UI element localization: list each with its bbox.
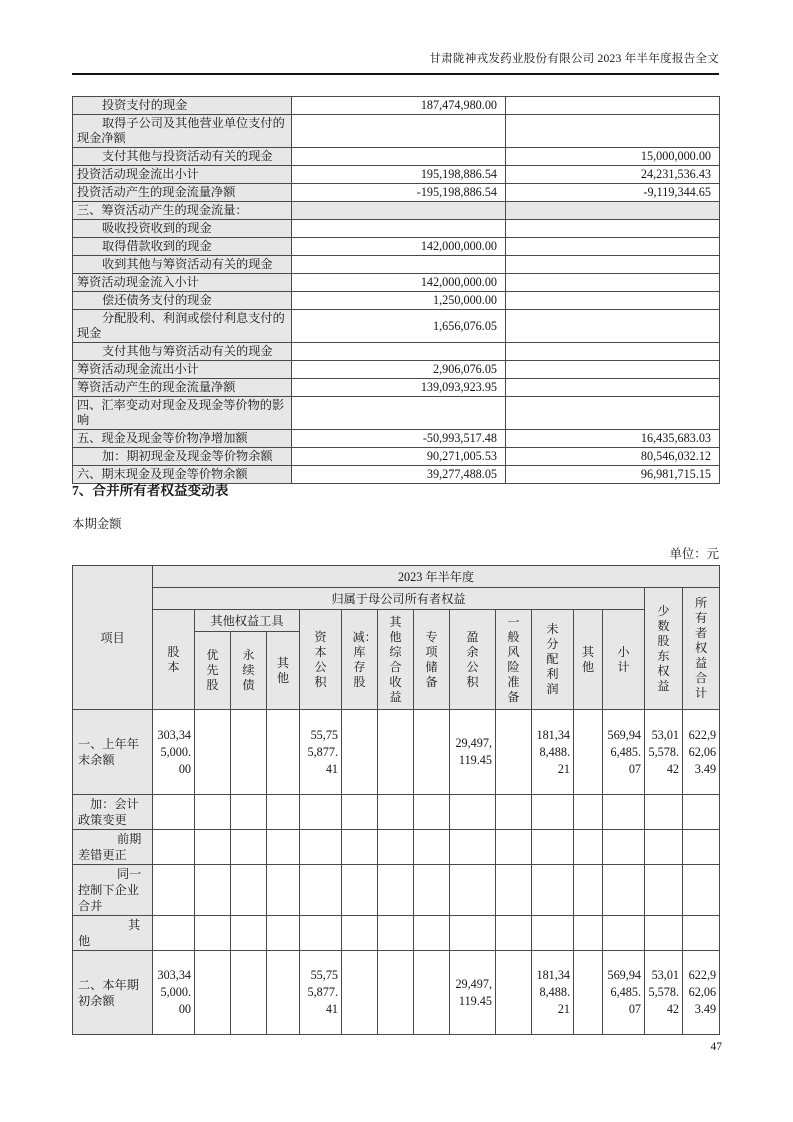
value-cell [496, 830, 532, 865]
col-header-item: 项目 [73, 566, 153, 710]
value-cell [153, 795, 195, 830]
row-label: 分配股利、利润或偿付利息支付的现金 [73, 310, 292, 343]
equity-header-row-groups [73, 610, 720, 632]
value-cell [195, 951, 231, 1035]
value-cell [342, 795, 378, 830]
value-cell [414, 795, 450, 830]
value-cell [414, 830, 450, 865]
value-cell [378, 795, 414, 830]
equity-table-body [73, 566, 720, 1035]
value-cell [574, 951, 603, 1035]
value-text: 569,946,485.07 [607, 968, 641, 1016]
cash-flow-row [73, 343, 720, 361]
value-cell [645, 865, 683, 916]
amount-prior-period [506, 292, 720, 310]
col-header-other-instruments [267, 632, 300, 710]
value-text: 53,015,578.42 [648, 968, 679, 1016]
value-cell [645, 795, 683, 830]
value-cell [267, 951, 300, 1035]
amount-current-period [292, 343, 506, 361]
row-label: 支付其他与筹资活动有关的现金 [73, 343, 292, 361]
value-cell [683, 795, 720, 830]
col-header-label: 优先股 [206, 648, 219, 692]
amount-current-period [292, 397, 506, 430]
value-cell [645, 710, 683, 795]
row-label: 三、筹资活动产生的现金流量： [73, 202, 292, 220]
amount-prior-period [506, 238, 720, 256]
cash-flow-row [73, 238, 720, 256]
equity-row [73, 830, 720, 865]
col-header-subtotal [603, 610, 645, 710]
amount-current-period [292, 256, 506, 274]
col-header-label: 盈余公积 [466, 629, 479, 689]
amount-current-period: 1,250,000.00 [292, 292, 506, 310]
col-header-label: 永续债 [242, 648, 255, 692]
col-header-label: 专项储备 [425, 629, 438, 689]
cash-flow-table [72, 96, 720, 484]
value-cell [496, 795, 532, 830]
value-text: 622,962,063.49 [688, 968, 717, 1016]
value-cell [496, 951, 532, 1035]
value-cell [532, 916, 574, 951]
col-header-treasury-shares [342, 610, 378, 710]
value-cell [532, 865, 574, 916]
row-label: 投资支付的现金 [73, 97, 292, 115]
value-cell [645, 916, 683, 951]
col-header-label: 其他 [581, 644, 595, 674]
value-text: 55,755,877.41 [307, 727, 338, 776]
value-cell [231, 865, 267, 916]
value-cell [683, 916, 720, 951]
col-parent-equity-header: 归属于母公司所有者权益 [153, 588, 645, 610]
value-cell [231, 830, 267, 865]
amount-prior-period [506, 202, 720, 220]
value-cell [532, 951, 574, 1035]
value-cell [450, 865, 496, 916]
col-header-other [574, 610, 603, 710]
row-label: 加：会计政策变更 [73, 795, 153, 830]
col-period-header: 2023 年半年度 [153, 566, 720, 588]
value-cell [378, 710, 414, 795]
row-label: 二、本年期初余额 [73, 951, 153, 1035]
value-cell [153, 916, 195, 951]
col-header-label: 所有者权益合计 [694, 596, 708, 700]
row-label: 取得借款收到的现金 [73, 238, 292, 256]
amount-current-period [292, 202, 506, 220]
cash-flow-row [73, 115, 720, 148]
value-text: 622,962,063.49 [688, 727, 717, 776]
value-cell [496, 865, 532, 916]
value-cell [603, 951, 645, 1035]
amount-prior-period: 96,981,715.15 [506, 466, 720, 484]
row-label: 投资活动产生的现金流量净额 [73, 184, 292, 202]
running-header: 甘肃陇神戎发药业股份有限公司 2023 年半年度报告全文 [72, 50, 719, 75]
amount-current-period [292, 115, 506, 148]
value-cell [153, 710, 195, 795]
value-cell [342, 951, 378, 1035]
col-header-label: 少数股东权益 [657, 603, 670, 693]
cash-flow-row [73, 379, 720, 397]
value-cell [450, 951, 496, 1035]
value-cell [532, 830, 574, 865]
value-cell [603, 865, 645, 916]
value-cell [195, 916, 231, 951]
value-cell [153, 865, 195, 916]
value-cell [574, 710, 603, 795]
amount-current-period: 39,277,488.05 [292, 466, 506, 484]
value-cell [195, 795, 231, 830]
col-header-label: 其他综合收益 [389, 614, 402, 704]
equity-row [73, 865, 720, 916]
value-cell [267, 710, 300, 795]
row-label: 筹资活动现金流出小计 [73, 361, 292, 379]
value-cell [414, 710, 450, 795]
value-cell [300, 951, 342, 1035]
col-other-equity-instruments: 其他权益工具 [195, 610, 300, 632]
value-text: 181,348,488.21 [536, 727, 570, 776]
row-label: 四、汇率变动对现金及现金等价物的影响 [73, 397, 292, 430]
value-cell [378, 865, 414, 916]
value-cell [603, 916, 645, 951]
col-header-special-reserve [414, 610, 450, 710]
value-cell [153, 830, 195, 865]
equity-header-row-period [73, 566, 720, 588]
row-label: 前期差错更正 [73, 830, 153, 865]
amount-current-period: -195,198,886.54 [292, 184, 506, 202]
value-cell [574, 795, 603, 830]
row-label: 筹资活动现金流入小计 [73, 274, 292, 292]
value-cell [342, 916, 378, 951]
col-header-label: 其他 [276, 655, 290, 685]
value-cell [414, 951, 450, 1035]
value-text: 53,015,578.42 [648, 727, 679, 776]
col-header-label: 减：库存股 [352, 629, 377, 689]
section-subheading: 本期金额 [72, 517, 122, 531]
value-cell [603, 795, 645, 830]
amount-current-period: 195,198,886.54 [292, 166, 506, 184]
value-cell [195, 830, 231, 865]
cash-flow-row [73, 220, 720, 238]
equity-row [73, 951, 720, 1035]
cash-flow-row [73, 448, 720, 466]
value-cell [342, 830, 378, 865]
equity-header-row-parent [73, 588, 720, 610]
value-cell [683, 951, 720, 1035]
row-label: 五、现金及现金等价物净增加额 [73, 430, 292, 448]
row-label: 同一控制下企业合并 [73, 865, 153, 916]
amount-current-period [292, 148, 506, 166]
col-header-perpetual-bonds [231, 632, 267, 710]
col-header-label: 一般风险准备 [507, 614, 520, 704]
value-text: 569,946,485.07 [607, 727, 641, 776]
value-cell [267, 865, 300, 916]
equity-row [73, 795, 720, 830]
amount-current-period [292, 220, 506, 238]
value-cell [267, 830, 300, 865]
amount-current-period: 187,474,980.00 [292, 97, 506, 115]
col-header-preferred-shares [195, 632, 231, 710]
amount-prior-period [506, 274, 720, 292]
value-cell [153, 951, 195, 1035]
row-label: 支付其他与投资活动有关的现金 [73, 148, 292, 166]
value-cell [378, 916, 414, 951]
equity-row [73, 916, 720, 951]
amount-prior-period: 16,435,683.03 [506, 430, 720, 448]
col-header-other-comprehensive-income [378, 610, 414, 710]
amount-prior-period [506, 97, 720, 115]
value-cell [231, 795, 267, 830]
value-cell [300, 830, 342, 865]
value-text: 29,497,119.45 [455, 736, 492, 767]
value-cell [195, 865, 231, 916]
value-cell [342, 710, 378, 795]
amount-current-period: 142,000,000.00 [292, 274, 506, 292]
amount-prior-period: 15,000,000.00 [506, 148, 720, 166]
amount-current-period: 139,093,923.95 [292, 379, 506, 397]
row-label: 六、期末现金及现金等价物余额 [73, 466, 292, 484]
col-header-share-capital [153, 610, 195, 710]
amount-prior-period [506, 379, 720, 397]
value-cell [574, 865, 603, 916]
amount-prior-period [506, 310, 720, 343]
amount-current-period: 1,656,076.05 [292, 310, 506, 343]
row-label: 筹资活动产生的现金流量净额 [73, 379, 292, 397]
value-cell [378, 951, 414, 1035]
value-cell [603, 710, 645, 795]
value-cell [300, 865, 342, 916]
cash-flow-row [73, 202, 720, 220]
amount-prior-period: 80,546,032.12 [506, 448, 720, 466]
equity-table [72, 565, 720, 1035]
row-label: 收到其他与筹资活动有关的现金 [73, 256, 292, 274]
value-cell [267, 916, 300, 951]
equity-row [73, 710, 720, 795]
value-cell [195, 710, 231, 795]
row-label: 加：期初现金及现金等价物余额 [73, 448, 292, 466]
value-cell [231, 916, 267, 951]
cash-flow-row [73, 274, 720, 292]
value-cell [683, 830, 720, 865]
amount-prior-period [506, 397, 720, 430]
row-label: 偿还债务支付的现金 [73, 292, 292, 310]
value-text: 55,755,877.41 [307, 968, 338, 1016]
row-label: 一、上年年末余额 [73, 710, 153, 795]
amount-current-period: 142,000,000.00 [292, 238, 506, 256]
row-label: 投资活动现金流出小计 [73, 166, 292, 184]
cash-flow-row [73, 292, 720, 310]
value-cell [414, 865, 450, 916]
value-cell [645, 830, 683, 865]
value-cell [267, 795, 300, 830]
value-cell [450, 795, 496, 830]
cash-flow-row [73, 184, 720, 202]
amount-prior-period: -9,119,344.65 [506, 184, 720, 202]
cash-flow-row [73, 166, 720, 184]
col-header-total-equity [683, 588, 720, 710]
value-cell [450, 830, 496, 865]
unit-label: 单位：元 [669, 547, 719, 561]
value-text: 303,345,000.00 [157, 968, 191, 1016]
cash-flow-row [73, 361, 720, 379]
value-text: 29,497,119.45 [455, 976, 492, 1008]
cash-flow-row [73, 397, 720, 430]
value-cell [532, 710, 574, 795]
value-cell [300, 916, 342, 951]
value-cell [683, 710, 720, 795]
cash-flow-row [73, 97, 720, 115]
value-cell [231, 951, 267, 1035]
value-cell [378, 830, 414, 865]
col-header-minority-interests [645, 588, 683, 710]
col-header-label: 股本 [167, 644, 180, 674]
page-number: 47 [710, 1041, 722, 1053]
value-cell [532, 795, 574, 830]
value-cell [231, 710, 267, 795]
amount-current-period: -50,993,517.48 [292, 430, 506, 448]
value-cell [574, 916, 603, 951]
row-label: 吸收投资收到的现金 [73, 220, 292, 238]
value-cell [300, 795, 342, 830]
value-cell [603, 830, 645, 865]
col-header-label: 资本公积 [314, 629, 327, 689]
cash-flow-row [73, 256, 720, 274]
amount-prior-period [506, 343, 720, 361]
col-header-capital-reserve [300, 610, 342, 710]
value-text: 181,348,488.21 [536, 968, 570, 1016]
value-cell [300, 710, 342, 795]
cash-flow-table-body [73, 97, 720, 484]
cash-flow-row [73, 148, 720, 166]
cash-flow-row [73, 430, 720, 448]
value-cell [683, 865, 720, 916]
value-cell [450, 710, 496, 795]
value-cell [342, 865, 378, 916]
row-label: 其他 [73, 916, 153, 951]
value-cell [414, 916, 450, 951]
amount-prior-period [506, 256, 720, 274]
amount-prior-period [506, 115, 720, 148]
value-cell [496, 916, 532, 951]
amount-prior-period [506, 220, 720, 238]
cash-flow-row [73, 310, 720, 343]
col-header-label: 未分配利润 [546, 622, 559, 696]
col-header-general-risk-reserve [496, 610, 532, 710]
value-cell [496, 710, 532, 795]
amount-prior-period [506, 361, 720, 379]
col-header-undistributed-profit [532, 610, 574, 710]
col-header-label: 小计 [617, 644, 630, 674]
amount-current-period: 2,906,076.05 [292, 361, 506, 379]
value-cell [645, 951, 683, 1035]
value-cell [450, 916, 496, 951]
value-text: 303,345,000.00 [157, 727, 191, 776]
section-heading: 7、合并所有者权益变动表 [72, 483, 229, 498]
col-header-surplus-reserve [450, 610, 496, 710]
amount-prior-period: 24,231,536.43 [506, 166, 720, 184]
row-label: 取得子公司及其他营业单位支付的现金净额 [73, 115, 292, 148]
amount-current-period: 90,271,005.53 [292, 448, 506, 466]
value-cell [574, 830, 603, 865]
